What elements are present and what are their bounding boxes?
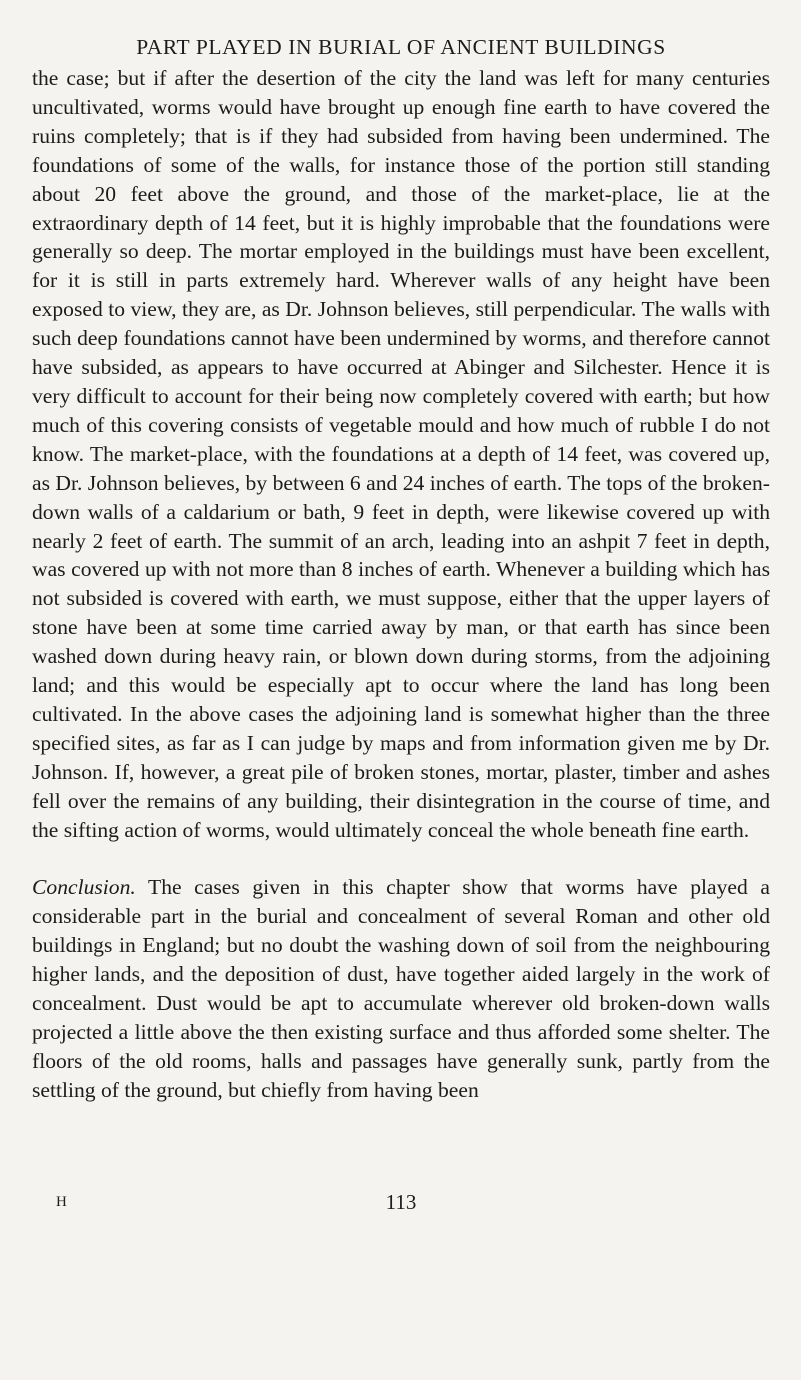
conclusion-paragraph bbox=[32, 873, 770, 1104]
running-head: PART PLAYED IN BURIAL OF ANCIENT BUILDINGS bbox=[136, 35, 666, 59]
body-paragraph: the case; but if after the desertion of the city the land was left for many centuries uncultivated, worms would have brought up enough fine earth to have covered the ruins completely; that is if they had subsided from having been undermined. The foundations of some of the walls, for instance those of the portion still standing about 20 feet above the ground, and those of the market-place, lie at the extraordinary depth of 14 feet, but it is highly improbable that the foundations were generally so deep. The mortar employed in the buildings must have been excellent, for it is still in parts extremely hard. Wherever walls of any height have been exposed to view, they are, as Dr. Johnson believes, still perpendicular. The walls with such deep foundations cannot have been undermined by worms, and therefore cannot have subsided, as appears to have occurred at Abinger and Silchester. Hence it is very difficult to account for their being now completely covered with earth; but how much of this covering consists of vegetable mould and how much of rubble I do not know. The market-place, with the foundations at a depth of 14 feet, was covered up, as Dr. Johnson believes, by between 6 and 24 inches of earth. The tops of the broken-down walls of a caldarium or bath, 9 feet in depth, were likewise covered up with nearly 2 feet of earth. The summit of an arch, leading into an ashpit 7 feet in depth, was covered up with not more than 8 inches of earth. Whenever a building which has not subsided is covered with earth, we must suppose, either that the upper layers of stone have been at some time carried away by man, or that earth has since been washed down during heavy rain, or blown down during storms, from the adjoining land; and this would be especially apt to occur where the land has long been cultivated. In the above cases the adjoining land is somewhat higher than the three specified sites, as far as I can judge by maps and from information given me by Dr. Johnson. If, however, a great pile of broken stones, mortar, plaster, timber and ashes fell over the remains of any building, their disintegration in the course of time, and the sifting action of worms, would ultimately conceal the whole beneath fine earth. bbox=[32, 66, 770, 842]
book-page bbox=[32, 34, 770, 1214]
conclusion-text: The cases given in this chapter show that worms have played a considerable part in the burial and concealment of several Roman and other old buildings in England; but no doubt the washing down of soil from the neighbouring higher lands, and the deposition of dust, have together aided largely in the work of concealment. Dust would be apt to accumulate wherever old broken-down walls projected a little above the then existing surface and thus afforded some shelter. The floors of the old rooms, halls and passages have generally sunk, partly from the settling of the ground, but chiefly from having been bbox=[32, 875, 770, 1102]
page-number: 113 bbox=[385, 1190, 417, 1214]
signature-mark: H bbox=[56, 1194, 68, 1210]
conclusion-heading: Conclusion. bbox=[32, 875, 136, 900]
page-footer bbox=[32, 1190, 770, 1214]
